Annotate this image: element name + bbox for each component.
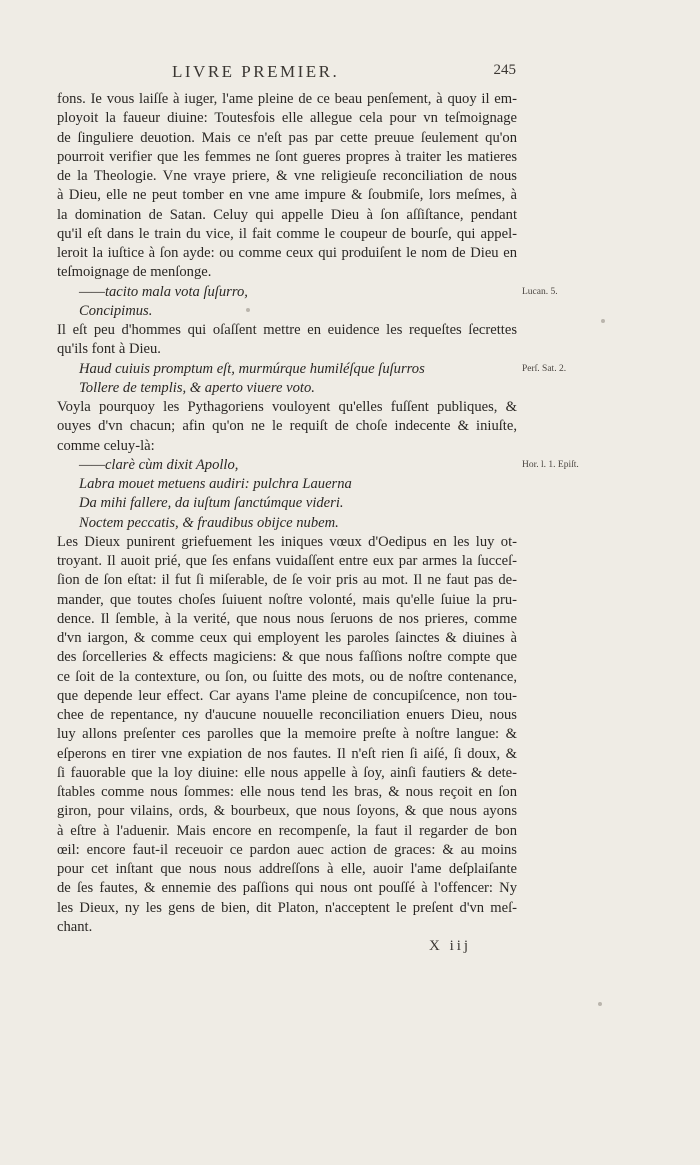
text-line: de la Theologie. Vne vraye priere, & vne religieuſe reconciliation de nous (57, 168, 517, 184)
text-line: ſtables comme nous ſommes: elle nous tend les bras, & nous reçoit en ſon (57, 784, 517, 800)
text-line: qu'il eſt dans le train du vice, il fait comme le coupeur de bourſe, qui appel- (57, 225, 517, 242)
text-line: ployoit la faueur diuine: Toutesfois elle allegue cela pour vn teſmoignage (57, 110, 517, 127)
text-line: Il eſt peu d'hommes qui oſaſſent mettre en euidence les requeſtes ſecrettes (57, 322, 517, 338)
running-head: LIVRE PREMIER. (172, 62, 340, 81)
text-line: que depende leur effect. Car ayans l'ame pleine de concupiſcence, non tou- (57, 687, 517, 704)
text-line: mander, que toutes choſes ſuiuent noſtre volonté, mais qu'elle ſuiue la pru- (57, 591, 517, 608)
text-line: troyant. Il auoit prié, que ſes enfans vuidaſſent entre eux par armes la ſucceſ- (57, 553, 517, 569)
verse-line: Concipimus. (79, 302, 153, 319)
text-line: de ſinguliere deuotion. Mais ce n'eſt pas par cette preuue ſeulement qu'on (57, 129, 517, 146)
text-line: chee de repentance, ny d'aucune nouuelle reconciliation enuers Dieu, nous (57, 707, 517, 723)
text-line: luy allons preſenter ces parolles que la memoire preſte à noſtre langue: & (57, 726, 517, 743)
signature-mark: X iij (429, 938, 472, 954)
text-line: fons. Ie vous laiſſe à iuger, l'ame pleine de ce beau penſement, à quoy il em- (57, 91, 517, 107)
page-header (60, 62, 520, 88)
text-line: la domination de Satan. Celuy qui appelle Dieu à ſon aſſiſtance, pendant (57, 206, 517, 223)
verse-line: Da mihi fallere, da iuſtum ſanctúmque videri. (79, 495, 344, 512)
verse-line: ——tacito mala vota ſuſurro, (79, 283, 248, 300)
margin-note: Lucan. 5. (522, 286, 558, 297)
text-line: Voyla pourquoy les Pythagoriens vouloyent qu'elles fuſſent publiques, & (57, 399, 517, 415)
text-line: leroit la iuſtice à ſon ayde: ou comme ceux qui produiſent le nom de Dieu en (57, 245, 517, 261)
text-line: chant. (57, 918, 93, 935)
text-line: des ſorcelleries & effects magiciens: & que nous faſſions noſtre compte que (57, 649, 517, 666)
text-line: ſi fauorable que la loy diuine: elle nous appelle à ſoy, ainſi fautiers & dete- (57, 764, 517, 781)
verse-line: Haud cuiuis promptum eſt, murmúrque humiléſque ſuſurros (79, 360, 425, 377)
verse-line: Noctem peccatis, & fraudibus obijce nubem. (79, 514, 339, 531)
text-line: ouyes d'vn chacun; afin qu'on ne le requiſt de choſe indecente & iniuſte, (57, 418, 517, 435)
paper-speck (601, 319, 605, 323)
text-line: d'vn iargon, & comme ceux qui employent les paroles ſainctes & diuines à (57, 630, 517, 646)
text-line: teſmoignage de menſonge. (57, 264, 212, 281)
text-line: pourroit verifier que les femmes ne ſont gueres propres à traiter les matieres (57, 148, 517, 165)
text-line: ce ſoit de la contexture, ou ſon, ou ſuitte des mots, ou de noſtre contenance, (57, 668, 517, 685)
text-line: de ſes fautes, & ennemie des paſſions qui nous ont pouſſé à l'offencer: Ny (57, 880, 517, 897)
verse-line: Tollere de templis, & aperto viuere voto. (79, 379, 315, 396)
text-line: œil: encore faut-il receuoir ce pardon auec action de graces: & au moins (57, 841, 517, 858)
verse-line: ——clarè cùm dixit Apollo, (79, 456, 239, 473)
text-line: à Dieu, elle ne peut tomber en vne ame impure & ſoubmiſe, lors meſmes, à (57, 187, 517, 204)
text-line: les Dieux, ny les gens de bien, dit Platon, n'acceptent le preſent d'vn meſ- (57, 899, 517, 916)
text-line: giron, pour vilains, ords, & bourbeux, que nous ſoyons, & que nous ayons (57, 803, 517, 820)
verse-line: Labra mouet metuens audiri: pulchra Lauerna (79, 476, 352, 492)
text-line: dence. Il ſemble, à la verité, que nous nous ſeruons de nos prieres, comme (57, 610, 517, 627)
margin-note: Perſ. Sat. 2. (522, 363, 567, 374)
text-line: qu'ils font à Dieu. (57, 341, 161, 358)
page-number: 245 (493, 62, 516, 78)
margin-note: Hor. l. 1. Epiſt. (522, 459, 579, 470)
text-line: comme celuy-là: (57, 437, 155, 454)
body-text (57, 90, 517, 937)
paper-speck (246, 308, 250, 312)
text-line: eſperons en tirer vne expiation de nos fautes. Il n'eſt rien ſi aiſé, ſi doux, & (57, 745, 517, 762)
paper-speck (598, 1002, 602, 1006)
text-line: ſion de ſon eſtat: il fut ſi miſerable, de ſe voir pris au mot. Il ne faut pas de- (57, 572, 517, 589)
text-line: Les Dieux punirent griefuement les iniques vœux d'Oedipus en les luy ot- (57, 533, 517, 550)
text-line: à eſtre à l'aduenir. Mais encore en recompenſe, la faut il regarder de bon (57, 822, 517, 839)
text-line: pour cet inſtant que nous nous addreſſons à elle, auoir l'ame deſplaiſante (57, 861, 517, 877)
